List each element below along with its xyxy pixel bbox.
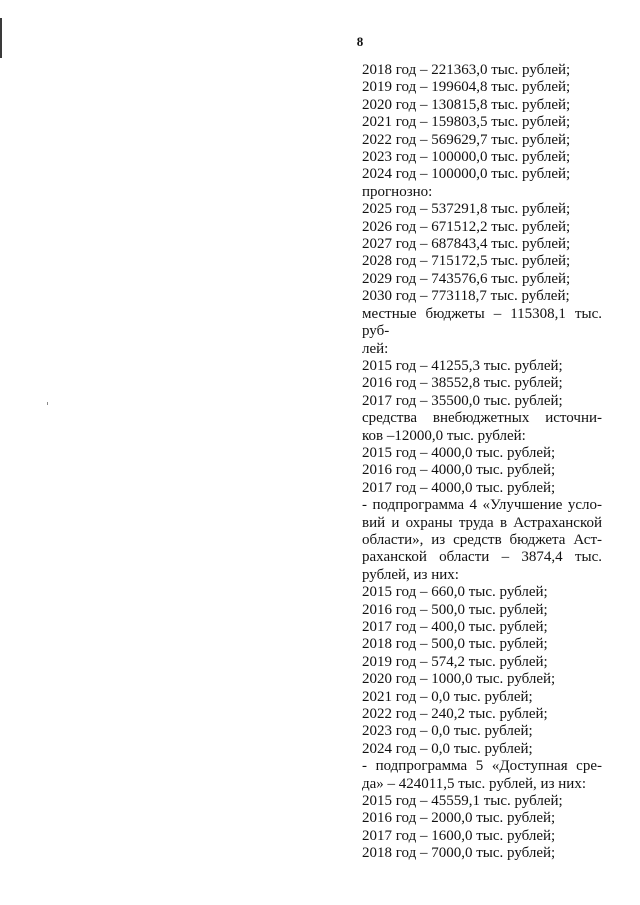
text-line: вий и охраны труда в Астраханской	[362, 514, 602, 531]
text-line: 2017 год – 4000,0 тыс. рублей;	[362, 479, 556, 496]
text-line: 2021 год – 0,0 тыс. рублей;	[362, 688, 533, 705]
text-line: области», из средств бюджета Аст-	[362, 531, 602, 548]
text-line: раханской области – 3874,4 тыс.	[362, 549, 602, 566]
text-line: 2020 год – 1000,0 тыс. рублей;	[362, 671, 556, 688]
text-line: местные бюджеты – 115308,1 тыс. руб-	[362, 305, 602, 340]
text-line: 2015 год – 41255,3 тыс. рублей;	[362, 357, 563, 374]
text-line: 2024 год – 100000,0 тыс. рублей;	[362, 166, 571, 183]
text-line: 2028 год – 715172,5 тыс. рублей;	[362, 253, 571, 270]
text-line: 2015 год – 660,0 тыс. рублей;	[362, 584, 548, 601]
text-line: 2024 год – 0,0 тыс. рублей;	[362, 740, 533, 757]
text-line: 2016 год – 500,0 тыс. рублей;	[362, 601, 548, 618]
text-line: 2017 год – 400,0 тыс. рублей;	[362, 619, 548, 635]
text-line: 2022 год – 569629,7 тыс. рублей;	[362, 131, 571, 148]
text-line: 2017 год – 35500,0 тыс. рублей;	[362, 392, 563, 409]
text-line: 2026 год – 671512,2 тыс. рублей;	[362, 218, 571, 235]
text-line: рублей, из них:	[362, 566, 459, 583]
text-column	[362, 62, 602, 863]
text-line: 2018 год – 7000,0 тыс. рублей;	[362, 845, 556, 862]
text-line: 2021 год – 159803,5 тыс. рублей;	[362, 114, 571, 131]
text-line: 2016 год – 2000,0 тыс. рублей;	[362, 810, 556, 827]
text-line: - подпрограмма 4 «Улучшение усло-	[362, 497, 602, 514]
text-line: 2016 год – 4000,0 тыс. рублей;	[362, 462, 556, 479]
text-line: 2018 год – 500,0 тыс. рублей;	[362, 636, 548, 653]
text-line: 2023 год – 0,0 тыс. рублей;	[362, 723, 533, 740]
text-line: - подпрограмма 5 «Доступная сре-	[362, 758, 602, 775]
text-line: 2015 год – 45559,1 тыс. рублей;	[362, 793, 563, 810]
text-line: 2016 год – 38552,8 тыс. рублей;	[362, 375, 563, 392]
text-line: 2022 год – 240,2 тыс. рублей;	[362, 706, 548, 723]
text-line: 2025 год – 537291,8 тыс. рублей;	[362, 201, 571, 218]
scan-speck-mark	[47, 402, 48, 405]
text-line: 2020 год – 130815,8 тыс. рублей;	[362, 96, 571, 113]
text-line: 2019 год – 199604,8 тыс. рублей;	[362, 79, 571, 96]
text-line: прогнозно:	[362, 183, 433, 200]
page-number: 8	[356, 34, 364, 49]
text-line: 2019 год – 574,2 тыс. рублей;	[362, 653, 548, 670]
scan-edge-mark	[0, 18, 2, 58]
text-line: 2029 год – 743576,6 тыс. рублей;	[362, 270, 571, 287]
text-line: 2027 год – 687843,4 тыс. рублей;	[362, 236, 571, 253]
text-line: 2023 год – 100000,0 тыс. рублей;	[362, 149, 571, 166]
text-line: средства внебюджетных источни-	[362, 410, 602, 427]
text-line: 2017 год – 1600,0 тыс. рублей;	[362, 827, 556, 844]
text-line: 2030 год – 773118,7 тыс. рублей;	[362, 288, 570, 305]
text-line: ков –12000,0 тыс. рублей:	[362, 427, 526, 444]
text-line: лей:	[362, 340, 389, 357]
text-line: 2015 год – 4000,0 тыс. рублей;	[362, 444, 556, 461]
text-line: 2018 год – 221363,0 тыс. рублей;	[362, 62, 571, 78]
text-line: да» – 424011,5 тыс. рублей, из них:	[362, 775, 586, 792]
